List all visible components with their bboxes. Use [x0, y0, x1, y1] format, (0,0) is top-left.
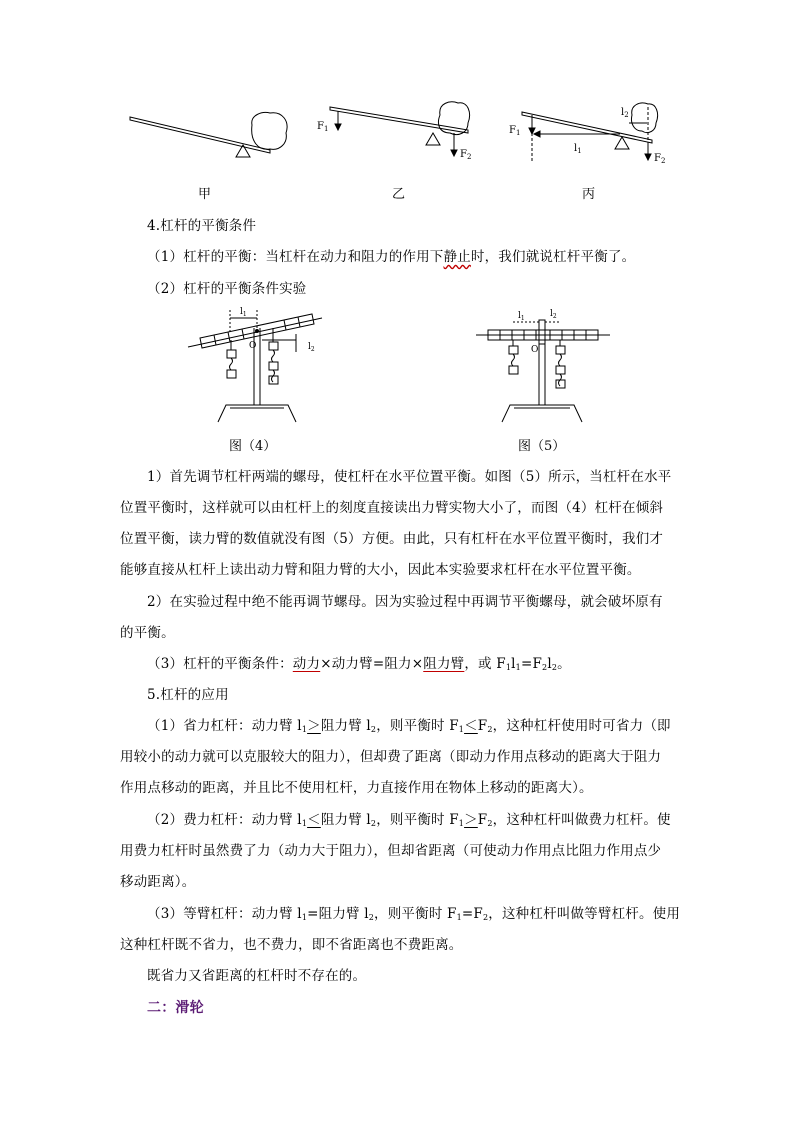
lever-bar: [130, 117, 270, 153]
paragraph: 用较小的动力就可以克服较大的阻力），但却费了距离（即动力作用点移动的距离大于阻力: [120, 749, 662, 765]
weight-stack-left: [227, 340, 236, 378]
lever-figures-top: [0, 95, 794, 305]
paragraph: （1）杠杆的平衡：当杠杆在动力和阻力的作用下静止时，我们就说杠杆平衡了。: [147, 249, 636, 265]
section-pulley-title: 二：滑轮: [147, 1000, 204, 1016]
label-l2: $l_2$: [621, 107, 629, 119]
figure-bing: [522, 103, 658, 163]
label-f2: $F_2$: [460, 149, 472, 161]
arrowhead: [451, 150, 457, 156]
paragraph: 作用点移动的距离，并且比不使用杠杆，力直接作用在物体上移动的距离大）。: [120, 780, 593, 796]
weight-stack-right: [269, 328, 278, 384]
section-4-title: 4.杠杆的平衡条件: [147, 218, 257, 234]
paragraph: 位置平衡时，这样就可以由杠杆上的刻度直接读出力臂实物大小了，而图（4）杠杆在倾斜: [120, 500, 664, 516]
label-l1: $l_1$: [518, 311, 525, 322]
figure-4: [188, 310, 322, 422]
fulcrum: [426, 133, 440, 145]
paragraph: （2）费力杠杆：动力臂 $l_1<$阻力臂 $l_2$，则平衡时 $F_1>F_2$，这种杠杆叫做费力杠杆。使: [147, 812, 671, 828]
figure-yi: [330, 102, 470, 156]
paragraph: （3）等臂杠杆：动力臂 $l_1=$阻力臂 $l_2$，则平衡时 $F_1=F_2$，这种杠杆叫做等臂杠杆。使用: [147, 906, 681, 922]
label-f1: $F_1$: [509, 125, 521, 137]
paragraph: （2）杠杆的平衡条件实验: [147, 281, 307, 297]
fulcrum: [615, 137, 629, 149]
figure-jia: [130, 113, 287, 158]
paragraph: 位置平衡，读力臂的数值就没有图（5）方便。由此，只有杠杆在水平位置平衡时，我们才: [120, 531, 664, 547]
paragraph: （1）省力杠杆：动力臂 $l_1>$阻力臂 $l_2$，则平衡时 $F_1<F_2$，这种杠杆使用时可省力（即: [147, 718, 671, 734]
paragraph: 2）在实验过程中绝不能再调节螺母。因为实验过程中再调节平衡螺母，就会破坏原有: [147, 594, 663, 610]
paragraph: 这种杠杆既不省力，也不费力，即不省距离也不费距离。: [120, 937, 463, 953]
caption-yi: 乙: [392, 187, 406, 202]
label-o: O: [531, 345, 539, 355]
lever-experiment-figures: [0, 300, 794, 460]
caption-jia: 甲: [198, 187, 212, 202]
paragraph: 1）首先调节杠杆两端的螺母，使杠杆在水平位置平衡。如图（5）所示，当杠杆在水平: [147, 469, 672, 485]
lever-bar: [330, 107, 468, 133]
arrowhead: [534, 131, 540, 137]
rock: [252, 113, 287, 150]
paragraph: 既省力又省距离的杠杆时不存在的。: [147, 968, 367, 984]
caption-fig4: 图（4）: [229, 439, 277, 454]
underlined-term: 阻力臂: [423, 656, 465, 672]
label-l1: $l_1$: [574, 143, 582, 155]
paragraph: 移动距离）。: [120, 874, 196, 890]
label-l1: $l_1$: [240, 307, 247, 318]
arrowhead: [645, 154, 651, 160]
section-5-title: 5.杠杆的应用: [147, 687, 229, 703]
label-o: O: [249, 341, 257, 351]
pivot: [256, 330, 259, 333]
figure-5: [476, 320, 610, 422]
lever-bar: [522, 112, 652, 143]
caption-fig5: 图（5）: [518, 439, 566, 454]
balance-condition: （3）杠杆的平衡条件：动力×动力臂=阻力×阻力臂，或 $F_1l_1=F_2l_2$。: [147, 656, 571, 672]
weight-stack-right: [556, 340, 565, 388]
label-f1: $F_1$: [317, 121, 329, 133]
weight-stack-left: [509, 340, 518, 374]
label-l2: $l_2$: [550, 309, 557, 320]
caption-bing: 丙: [582, 187, 596, 202]
emphasis-text: 静止: [443, 249, 471, 265]
rock: [631, 103, 657, 133]
paragraph: 的平衡。: [120, 625, 175, 641]
underlined-term: 动力: [292, 656, 321, 672]
arrowhead: [335, 124, 341, 130]
label-f2: $F_2$: [654, 153, 666, 165]
label-l2: $l_2$: [308, 342, 315, 353]
paragraph: 用费力杠杆时虽然费了力（动力大于阻力），但却省距离（可使动力作用点比阻力作用点少: [120, 843, 662, 859]
paragraph: 能够直接从杠杆上读出动力臂和阻力臂的大小，因此本实验要求杠杆在水平位置平衡。: [120, 562, 641, 578]
